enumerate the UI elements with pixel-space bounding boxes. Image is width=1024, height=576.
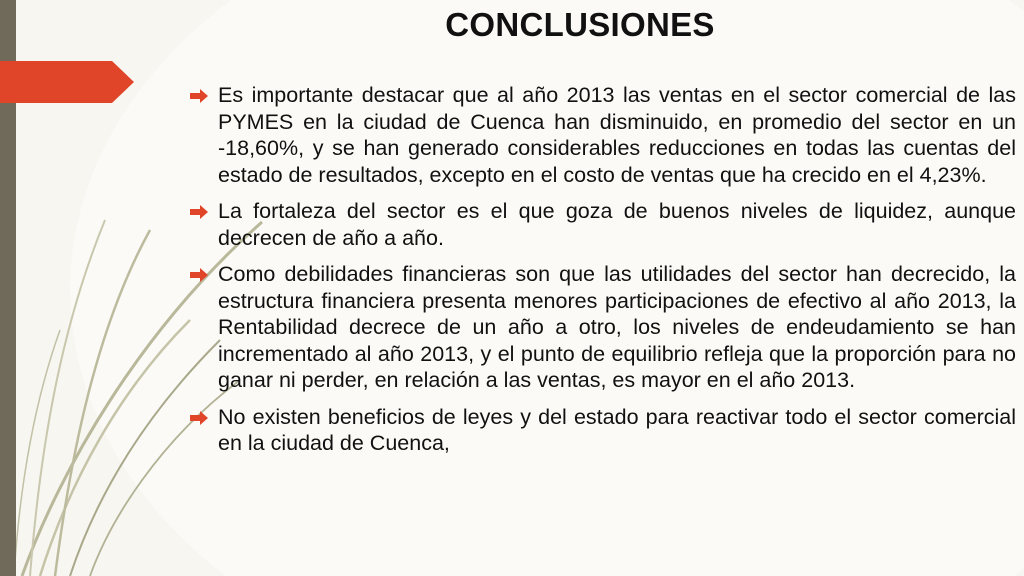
arrow-right-icon: [190, 268, 208, 282]
bullet-text: Es importante destacar que al año 2013 las ventas en el sector comercial de las PYMES en la ciudad de Cuenca han disminuido, en promedio del sector en un -18,60%, y se han generado considerables reducciones en todas las cuentas del estado de resultados, excepto en el costo de ventas que ha crecido en el 4,23%.: [218, 83, 1016, 187]
list-item: [186, 261, 1016, 394]
bullet-text: No existen beneficios de leyes y del estado para reactivar todo el sector comercial en la ciudad de Cuenca,: [218, 404, 1016, 455]
accent-arrow-icon: [0, 61, 134, 103]
bullet-list: [186, 82, 1016, 467]
arrow-right-icon: [190, 89, 208, 103]
slide-title: CONCLUSIONES: [445, 6, 715, 43]
bullet-text: La fortaleza del sector es el que goza de buenos niveles de liquidez, aunque decrecen de año a año.: [218, 199, 1016, 250]
bullet-text: Como debilidades financieras son que las utilidades del sector han decrecido, la estructura financiera presenta menores participaciones de efectivo al año 2013, la Rentabilidad decrece de un año a otro, los niveles de endeudamiento se han incrementado al año 2013, y el punto de equilibrio refleja que la proporción para no ganar ni perder, en relación a las ventas, es mayor en el año 2013.: [218, 262, 1016, 392]
list-item: [186, 82, 1016, 188]
arrow-right-icon: [190, 205, 208, 219]
list-item: [186, 404, 1016, 457]
arrow-right-icon: [190, 411, 208, 425]
list-item: [186, 198, 1016, 251]
